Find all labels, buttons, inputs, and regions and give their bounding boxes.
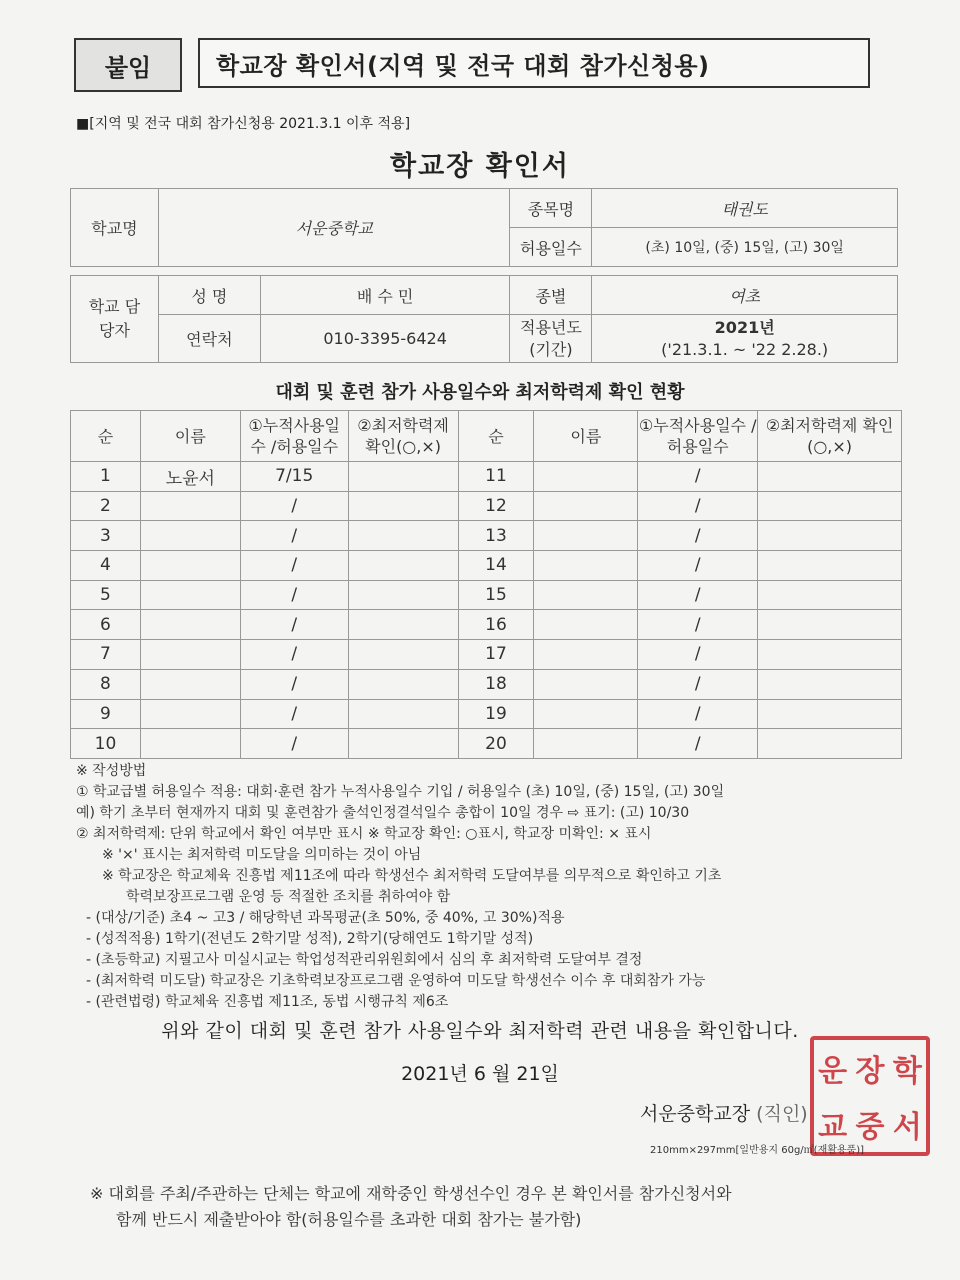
allow-label: 허용일수 [510, 228, 592, 267]
principal-name: 서운중학교장 [640, 1103, 751, 1125]
row-name [534, 580, 638, 610]
row-check [758, 491, 902, 521]
row-check [758, 551, 902, 581]
guide-line: - (관련법령) 학교체육 진흥법 제11조, 동법 시행규칙 제6조 [86, 994, 449, 1010]
manager-label: 학교 담당자 [71, 276, 159, 363]
seal-char: 서 [892, 1110, 922, 1145]
row-name [140, 491, 240, 521]
guide-line: ① 학교급별 허용일수 적용: 대회·훈련 참가 누적사용일수 기입 / 허용일수 (초) 10일, (중) 15일, (고) 30일 [76, 784, 725, 800]
footnote-line: 함께 반드시 제출받아야 함(허용일수를 초과한 대회 참가는 불가함) [116, 1210, 582, 1229]
row-no: 12 [458, 491, 534, 521]
guide-line: ※ 작성방법 [76, 763, 147, 779]
guide-line: - (성적적용) 1학기(전년도 2학기말 성적), 2학기(당해연도 1학기말 성적) [86, 931, 534, 947]
row-no: 15 [458, 580, 534, 610]
row-days: / [240, 640, 348, 670]
col-no: 순 [71, 411, 141, 462]
table-row [71, 610, 902, 640]
row-check [348, 699, 458, 729]
guide-line: 예) 학기 초부터 현재까지 대회 및 훈련참가 출석인정결석일수 총합이 10일 경우 ⇨ 표기: (고) 10/30 [76, 805, 690, 821]
school-value: 서운중학교 [158, 189, 510, 267]
row-days: / [638, 491, 758, 521]
row-name [534, 669, 638, 699]
row-name [534, 521, 638, 551]
event-label: 종목명 [510, 189, 592, 228]
col-check: ②최저학력제 확인(○,×) [348, 411, 458, 462]
row-days: / [638, 580, 758, 610]
table-row [71, 729, 902, 759]
row-no: 17 [458, 640, 534, 670]
row-check [348, 669, 458, 699]
row-days: / [638, 699, 758, 729]
row-name [534, 491, 638, 521]
gender-value: 여초 [592, 276, 898, 315]
row-days: / [638, 729, 758, 759]
row-name [140, 669, 240, 699]
row-days: / [240, 610, 348, 640]
participant-table [70, 410, 902, 759]
row-no: 10 [71, 729, 141, 759]
guide-line: - (초등학교) 지필고사 미실시교는 학업성적관리위원회에서 심의 후 최저학력 도달여부 결정 [86, 952, 643, 968]
seal-char: 중 [855, 1110, 885, 1145]
row-days: / [638, 640, 758, 670]
allow-value: (초) 10일, (중) 15일, (고) 30일 [592, 228, 898, 267]
year-cell [592, 315, 898, 363]
row-no: 5 [71, 580, 141, 610]
row-no: 13 [458, 521, 534, 551]
row-name [140, 551, 240, 581]
year-value: 2021년 [714, 317, 775, 337]
row-no: 4 [71, 551, 141, 581]
row-days: / [240, 699, 348, 729]
header-title: 학교장 확인서(지역 및 전국 대회 참가신청용) [198, 38, 870, 88]
info-table [70, 188, 898, 363]
row-check [348, 729, 458, 759]
table-row [71, 699, 902, 729]
row-no: 2 [71, 491, 141, 521]
gender-label: 종별 [510, 276, 592, 315]
row-check [758, 729, 902, 759]
row-check [758, 669, 902, 699]
seal-char: 장 [855, 1054, 885, 1089]
row-days: / [240, 551, 348, 581]
row-name [140, 580, 240, 610]
row-no: 16 [458, 610, 534, 640]
row-days: 7/15 [240, 462, 348, 492]
footnote [90, 1181, 910, 1233]
row-check [348, 491, 458, 521]
row-name [534, 699, 638, 729]
row-no: 9 [71, 699, 141, 729]
guide-line: ② 최저학력제: 단위 학교에서 확인 여부만 표시 ※ 학교장 확인: ○표시, 학교장 미확인: × 표시 [76, 826, 652, 842]
row-no: 11 [458, 462, 534, 492]
row-days: / [638, 669, 758, 699]
row-name: 노윤서 [140, 462, 240, 492]
row-name [534, 551, 638, 581]
row-no: 14 [458, 551, 534, 581]
row-check [758, 462, 902, 492]
guide-line: 학력보장프로그램 운영 등 적절한 조치를 취하여야 함 [126, 889, 451, 905]
table-row [71, 551, 902, 581]
row-check [348, 462, 458, 492]
row-check [348, 640, 458, 670]
row-days: / [240, 669, 348, 699]
row-check [758, 580, 902, 610]
row-name [140, 699, 240, 729]
school-seal [810, 1036, 930, 1156]
guide-line: - (대상/기준) 초4 ~ 고3 / 해당학년 과목평균(초 50%, 중 40%, 고 30%)적용 [86, 910, 565, 926]
seal-mark: (직인) [756, 1103, 808, 1125]
guide-line: - (최저학력 미도달) 학교장은 기초학력보장프로그램 운영하여 미도달 학생선수 이수 후 대회참가 가능 [86, 973, 706, 989]
school-label: 학교명 [71, 189, 159, 267]
row-no: 18 [458, 669, 534, 699]
row-days: / [638, 610, 758, 640]
event-value: 태권도 [592, 189, 898, 228]
attachment-tag: 붙임 [74, 38, 182, 92]
row-days: / [240, 729, 348, 759]
col-no: 순 [458, 411, 534, 462]
row-check [758, 521, 902, 551]
contact-label: 연락처 [158, 315, 260, 363]
table-row [71, 462, 902, 492]
confirm-date: 2021년 6 월 21일 [401, 1063, 559, 1085]
row-check [348, 521, 458, 551]
footnote-line: ※ 대회를 주최/주관하는 단체는 학교에 재학중인 학생선수인 경우 본 확인서를 참가신청서와 [90, 1184, 732, 1203]
row-no: 20 [458, 729, 534, 759]
row-check [348, 551, 458, 581]
row-no: 3 [71, 521, 141, 551]
row-name [140, 610, 240, 640]
row-check [348, 580, 458, 610]
row-no: 7 [71, 640, 141, 670]
row-name [140, 521, 240, 551]
name-label: 성 명 [158, 276, 260, 315]
row-no: 1 [71, 462, 141, 492]
seal-char: 교 [818, 1110, 848, 1145]
period-value: ('21.3.1. ~ '22 2.28.) [661, 339, 829, 359]
seal-char: 학 [892, 1054, 922, 1089]
row-days: / [240, 521, 348, 551]
row-check [758, 699, 902, 729]
row-name [534, 610, 638, 640]
year-label: 적용년도 (기간) [510, 315, 592, 363]
row-days: / [240, 580, 348, 610]
writing-guide [76, 761, 916, 1013]
row-no: 6 [71, 610, 141, 640]
col-days: ①누적사용일수 /허용일수 [240, 411, 348, 462]
table-row [71, 491, 902, 521]
col-name: 이름 [534, 411, 638, 462]
guide-line: ※ '×' 표시는 최저학력 미도달을 의미하는 것이 아님 [102, 847, 422, 863]
row-check [758, 610, 902, 640]
row-name [534, 462, 638, 492]
row-name [140, 640, 240, 670]
row-days: / [638, 462, 758, 492]
section-title: 대회 및 훈련 참가 사용일수와 최저학력제 확인 현황 [275, 382, 685, 403]
seal-char: 운 [818, 1054, 848, 1089]
contact-value: 010-3395-6424 [260, 315, 510, 363]
name-value: 배 수 민 [260, 276, 510, 315]
row-no: 8 [71, 669, 141, 699]
top-note: ■[지역 및 전국 대회 참가신청용 2021.3.1 이후 적용] [76, 116, 411, 132]
row-days: / [638, 551, 758, 581]
table-row [71, 521, 902, 551]
row-name [534, 729, 638, 759]
row-name [534, 640, 638, 670]
row-days: / [240, 491, 348, 521]
guide-line: ※ 학교장은 학교체육 진흥법 제11조에 따라 학생선수 최저학력 도달여부를 의무적으로 확인하고 기초 [102, 868, 722, 884]
paper-spec: 210mm×297mm[일반용지 60g/㎡(재활용품)] [650, 1145, 865, 1156]
confirm-text: 위와 같이 대회 및 훈련 참가 사용일수와 최저학력 관련 내용을 확인합니다. [161, 1020, 799, 1042]
table-row [71, 669, 902, 699]
row-check [758, 640, 902, 670]
col-check: ②최저학력제 확인(○,×) [758, 411, 902, 462]
document-title: 학교장 확인서 [390, 151, 570, 182]
col-name: 이름 [140, 411, 240, 462]
table-row [71, 580, 902, 610]
row-check [348, 610, 458, 640]
col-days: ①누적사용일수 /허용일수 [638, 411, 758, 462]
row-days: / [638, 521, 758, 551]
row-no: 19 [458, 699, 534, 729]
table-row [71, 640, 902, 670]
row-name [140, 729, 240, 759]
principal-signature [640, 1099, 808, 1126]
